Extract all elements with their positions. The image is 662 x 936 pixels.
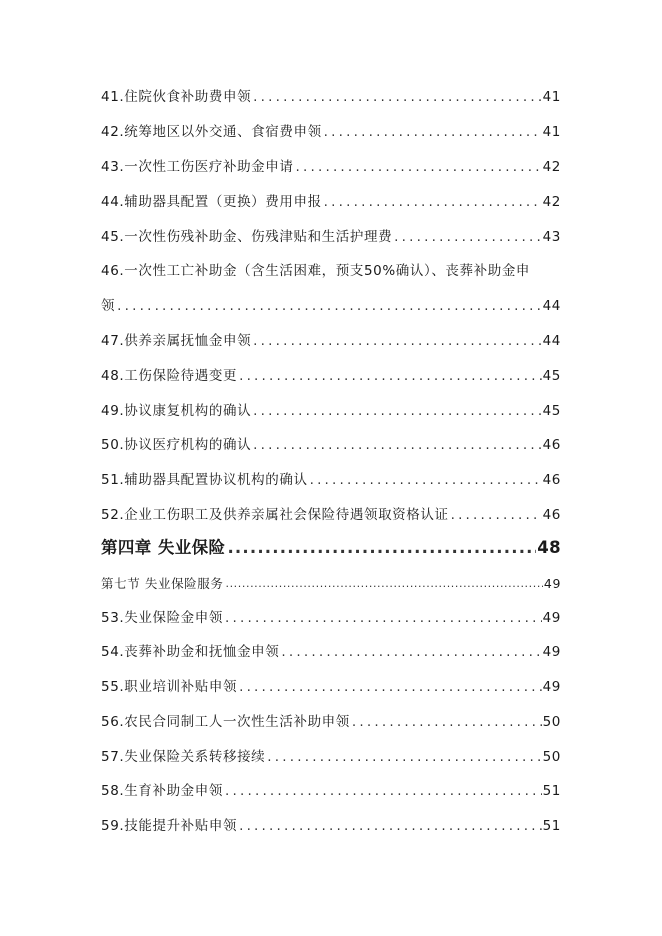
toc-leader-dots — [267, 748, 541, 766]
toc-leader-dots — [451, 506, 542, 524]
toc-entry-page: 42 — [542, 194, 561, 210]
toc-entry-page: 50 — [542, 714, 561, 730]
toc-leader-dots — [253, 402, 541, 420]
toc-entry-title: 48.工伤保险待遇变更 — [101, 368, 238, 384]
toc-entry[interactable] — [101, 193, 561, 211]
toc-leader-dots — [253, 332, 541, 350]
toc-section-page: 49 — [543, 576, 561, 591]
toc-entry-page: 45 — [542, 368, 561, 384]
toc-leader-dots — [239, 367, 542, 385]
toc-entry-title: 41.住院伙食补助费申领 — [101, 89, 252, 105]
toc-entry[interactable] — [101, 88, 561, 106]
toc-entry[interactable] — [101, 748, 561, 766]
toc-entry[interactable] — [101, 436, 561, 454]
toc-entry-page: 49 — [542, 644, 561, 660]
toc-leader-dots — [324, 193, 542, 211]
toc-entry-title: 46.一次性工亡补助金（含生活困难，预支50%确认）、丧葬补助金申 — [101, 263, 531, 279]
toc-entry[interactable] — [101, 643, 561, 661]
toc-entry[interactable] — [101, 609, 561, 627]
toc-entry[interactable] — [101, 782, 561, 800]
toc-entry-title: 45.一次性伤残补助金、伤残津贴和生活护理费 — [101, 229, 393, 245]
toc-leader-dots — [225, 575, 542, 593]
toc-entry[interactable] — [101, 471, 561, 489]
toc-section-heading[interactable] — [101, 575, 561, 593]
toc-entry-title: 49.协议康复机构的确认 — [101, 403, 252, 419]
toc-entry-page: 44 — [542, 298, 561, 314]
toc-entry-page: 42 — [542, 159, 561, 175]
toc-entry-page: 49 — [542, 610, 561, 626]
toc-leader-dots — [225, 609, 542, 627]
toc-entry-page: 49 — [542, 679, 561, 695]
toc-entry-page: 41 — [542, 89, 561, 105]
toc-entry-title: 54.丧葬补助金和抚恤金申领 — [101, 644, 280, 660]
toc-chapter-page: 48 — [537, 538, 561, 557]
toc-entry-title: 53.失业保险金申领 — [101, 610, 223, 626]
toc-entry-title: 42.统筹地区以外交通、食宿费申领 — [101, 124, 322, 140]
toc-entry-title: 50.协议医疗机构的确认 — [101, 437, 252, 453]
toc-leader-dots — [253, 88, 541, 106]
toc-entry-page: 51 — [542, 818, 561, 834]
toc-entry[interactable] — [101, 158, 561, 176]
toc-leader-dots — [227, 539, 536, 557]
toc-chapter-title: 第四章 失业保险 — [101, 538, 226, 557]
toc-entry-title: 55.职业培训补贴申领 — [101, 679, 238, 695]
toc-entry-title: 57.失业保险关系转移接续 — [101, 749, 266, 765]
toc-entry-page: 45 — [542, 403, 561, 419]
toc-entry[interactable] — [101, 678, 561, 696]
toc-entry-page: 46 — [542, 507, 561, 523]
toc-entry-title: 43.一次性工伤医疗补助金申请 — [101, 159, 294, 175]
toc-leader-dots — [239, 678, 542, 696]
toc-leader-dots — [281, 643, 541, 661]
toc-entry[interactable] — [101, 123, 561, 141]
toc-entry[interactable] — [101, 332, 561, 350]
toc-chapter-heading[interactable] — [101, 539, 561, 557]
toc-entry-page: 43 — [542, 229, 561, 245]
toc-entry-page: 44 — [542, 333, 561, 349]
toc-leader-dots — [253, 436, 541, 454]
toc-leader-dots — [394, 228, 541, 246]
toc-entry[interactable] — [101, 228, 561, 246]
toc-entry-title: 59.技能提升补贴申领 — [101, 818, 238, 834]
toc-entry-page: 46 — [542, 472, 561, 488]
toc-section-title: 第七节 失业保险服务 — [101, 576, 224, 591]
toc-entry[interactable] — [101, 297, 561, 315]
toc-entry-title: 47.供养亲属抚恤金申领 — [101, 333, 252, 349]
toc-leader-dots — [310, 471, 542, 489]
toc-leader-dots — [117, 297, 542, 315]
toc-leader-dots — [295, 158, 541, 176]
toc-leader-dots — [324, 123, 542, 141]
toc-entry-title: 51.辅助器具配置协议机构的确认 — [101, 472, 308, 488]
toc-leader-dots — [352, 713, 542, 731]
toc-entry-title: 56.农民合同制工人一次性生活补助申领 — [101, 714, 350, 730]
toc-entry-title: 领 — [101, 298, 116, 314]
toc-entry-page: 51 — [542, 783, 561, 799]
toc-entry-wrapped-line[interactable] — [101, 262, 561, 280]
toc-entry-page: 46 — [542, 437, 561, 453]
toc-entry-title: 52.企业工伤职工及供养亲属社会保险待遇领取资格认证 — [101, 507, 449, 523]
toc-entry-page: 50 — [542, 749, 561, 765]
toc-entry[interactable] — [101, 506, 561, 524]
toc-entry[interactable] — [101, 817, 561, 835]
toc-leader-dots — [239, 817, 542, 835]
toc-entry-title: 58.生育补助金申领 — [101, 783, 223, 799]
toc-leader-dots — [225, 782, 542, 800]
toc-entry[interactable] — [101, 402, 561, 420]
toc-entry-page: 41 — [542, 124, 561, 140]
toc-entry-title: 44.辅助器具配置（更换）费用申报 — [101, 194, 322, 210]
toc-entry[interactable] — [101, 713, 561, 731]
toc-entry[interactable] — [101, 367, 561, 385]
